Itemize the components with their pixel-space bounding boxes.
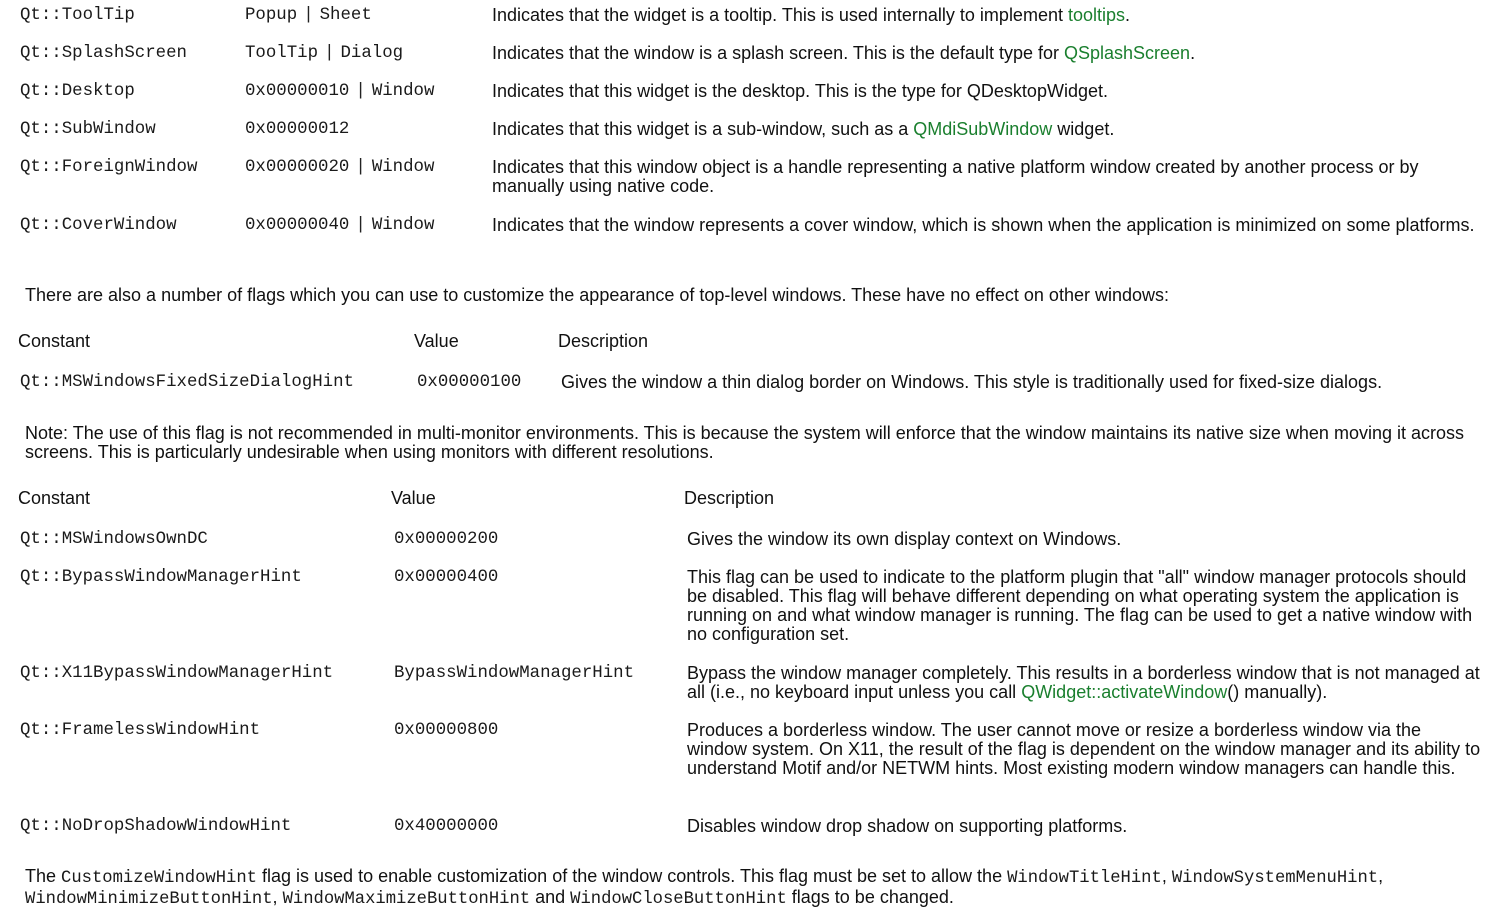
description-text: Indicates that this widget is a sub-window, such as a	[492, 119, 914, 139]
description-text: Indicates that the window is a splash screen. This is the default type for	[492, 43, 1064, 63]
constant-name: Qt::ForeignWindow	[20, 158, 198, 177]
column-header-constant: Constant	[18, 331, 91, 351]
description-text: widget.	[1052, 119, 1115, 139]
description-text: Disables window drop shadow on supporting platforms.	[687, 816, 1128, 836]
constant-description	[687, 721, 1482, 778]
description-text: () manually).	[1227, 682, 1328, 702]
value-part: Window	[371, 216, 435, 235]
paragraph-text: The	[25, 866, 62, 886]
constant-value: 0x00000800	[394, 721, 499, 740]
constant-value	[245, 158, 434, 177]
description-text: Bypass the window manager completely. This results in a borderless window that is not managed at all (i.e., no keyboard input unless you call	[687, 663, 1480, 702]
note-paragraph: Note: The use of this flag is not recommended in multi-monitor environments. This is because the system will enforce that the window maintains its native size when moving it across screens. This is particularly undesirable when using monitors with different resolutions.	[25, 423, 1464, 462]
description-text: This flag can be used to indicate to the platform plugin that "all" window manager protocols should be disabled. This flag will behave different depending on what operating system the application is running on and what window manager is running. The flag can be used to get a native window with no configuration set.	[687, 567, 1473, 644]
constant-name: Qt::SplashScreen	[20, 44, 187, 63]
description-text: Indicates that this window object is a handle representing a native platform window created by another process or by manually using native code.	[492, 157, 1419, 196]
constant-name: Qt::SubWindow	[20, 120, 156, 139]
constant-description	[492, 158, 1482, 196]
value-part: 0x00000020	[245, 158, 350, 177]
constant-name: Qt::BypassWindowManagerHint	[20, 568, 302, 587]
value-separator: |	[324, 44, 335, 63]
constant-value	[245, 120, 349, 139]
constant-value: 0x40000000	[394, 817, 499, 836]
description-text: .	[1125, 5, 1131, 25]
constant-description	[492, 6, 1482, 25]
constant-description	[687, 817, 1482, 836]
value-part: Window	[371, 82, 435, 101]
constant-value	[245, 82, 434, 101]
column-header-value: Value	[391, 488, 436, 508]
constant-value	[245, 44, 403, 63]
code-customizewindowhint: CustomizeWindowHint	[61, 869, 258, 888]
paragraph-text: ,	[1161, 866, 1172, 886]
customize-hint-paragraph	[25, 867, 1493, 909]
constant-name: Qt::CoverWindow	[20, 216, 177, 235]
description-text: .	[1190, 43, 1196, 63]
constant-name: Qt::FramelessWindowHint	[20, 721, 261, 740]
description-text: Indicates that the widget is a tooltip. This is used internally to implement	[492, 5, 1068, 25]
value-part: Window	[371, 158, 435, 177]
constant-name: Qt::Desktop	[20, 82, 135, 101]
constant-value: 0x00000400	[394, 568, 499, 587]
code-windowtitlehint: WindowTitleHint	[1007, 869, 1162, 888]
code-windowmaximizebuttonhint: WindowMaximizeButtonHint	[282, 890, 531, 909]
paragraph-text: ,	[272, 887, 283, 907]
column-header-description: Description	[684, 488, 775, 508]
description-text: Gives the window its own display context on Windows.	[687, 529, 1122, 549]
constant-description	[492, 82, 1482, 101]
constant-description: Gives the window a thin dialog border on Windows. This style is traditionally used for fixed-size dialogs.	[561, 372, 1383, 392]
constant-name: Qt::X11BypassWindowManagerHint	[20, 664, 334, 683]
constant-description	[492, 216, 1482, 235]
description-text: Indicates that the window represents a cover window, which is shown when the application is minimized on some platforms.	[492, 215, 1475, 235]
column-header-description: Description	[558, 331, 649, 351]
value-part: 0x00000010	[245, 82, 350, 101]
constant-description	[687, 664, 1482, 702]
paragraph-text: flag is used to enable customization of the window controls. This flag must be set to allow the	[257, 866, 1008, 886]
constant-name: Qt::MSWindowsOwnDC	[20, 530, 208, 549]
value-separator: |	[355, 82, 366, 101]
value-part: Sheet	[319, 6, 372, 25]
description-text: Indicates that this widget is the desktop. This is the type for QDesktopWidget.	[492, 81, 1108, 101]
qmdisubwindow-link[interactable]: QMdiSubWindow	[913, 119, 1053, 139]
paragraph-text: and	[530, 887, 571, 907]
qwidget-activatewindow-link[interactable]: QWidget::activateWindow	[1021, 682, 1228, 702]
value-part: 0x00000040	[245, 216, 350, 235]
code-windowminimizebuttonhint: WindowMinimizeButtonHint	[25, 890, 273, 909]
column-header-value: Value	[414, 331, 459, 351]
constant-name: Qt::NoDropShadowWindowHint	[20, 817, 292, 836]
value-separator: |	[355, 158, 366, 177]
constant-value	[245, 6, 372, 25]
value-part: ToolTip	[245, 44, 319, 63]
description-text: Produces a borderless window. The user cannot move or resize a borderless window via the window system. On X11, the result of the flag is dependent on the window manager and its ability to understand Motif and/or NETWM hints. Most existing modern window managers can handle this.	[687, 720, 1481, 778]
value-part: 0x00000012	[245, 120, 350, 139]
constant-name: Qt::MSWindowsFixedSizeDialogHint	[20, 373, 354, 392]
value-part: Popup	[245, 6, 298, 25]
constant-value: 0x00000100	[417, 373, 522, 392]
constant-value: BypassWindowManagerHint	[394, 664, 635, 683]
constant-description	[492, 120, 1482, 139]
value-part: Dialog	[340, 44, 404, 63]
code-windowsystemmenuhint: WindowSystemMenuHint	[1171, 869, 1379, 888]
code-windowclosebuttonhint: WindowCloseButtonHint	[570, 890, 787, 909]
qsplashscreen-link[interactable]: QSplashScreen	[1063, 43, 1191, 63]
paragraph-text: ,	[1378, 866, 1384, 886]
column-header-constant: Constant	[18, 488, 91, 508]
value-separator: |	[355, 216, 366, 235]
constant-value	[245, 216, 434, 235]
constant-description	[687, 568, 1482, 644]
constant-description	[492, 44, 1482, 63]
constant-name: Qt::ToolTip	[20, 6, 135, 25]
intro-paragraph: There are also a number of flags which you can use to customize the appearance of top-level windows. These have no effect on other windows:	[25, 285, 1169, 305]
constant-description	[687, 530, 1482, 549]
paragraph-text: flags to be changed.	[786, 887, 954, 907]
constant-value: 0x00000200	[394, 530, 499, 549]
tooltips-link[interactable]: tooltips	[1067, 5, 1126, 25]
value-separator: |	[303, 6, 314, 25]
